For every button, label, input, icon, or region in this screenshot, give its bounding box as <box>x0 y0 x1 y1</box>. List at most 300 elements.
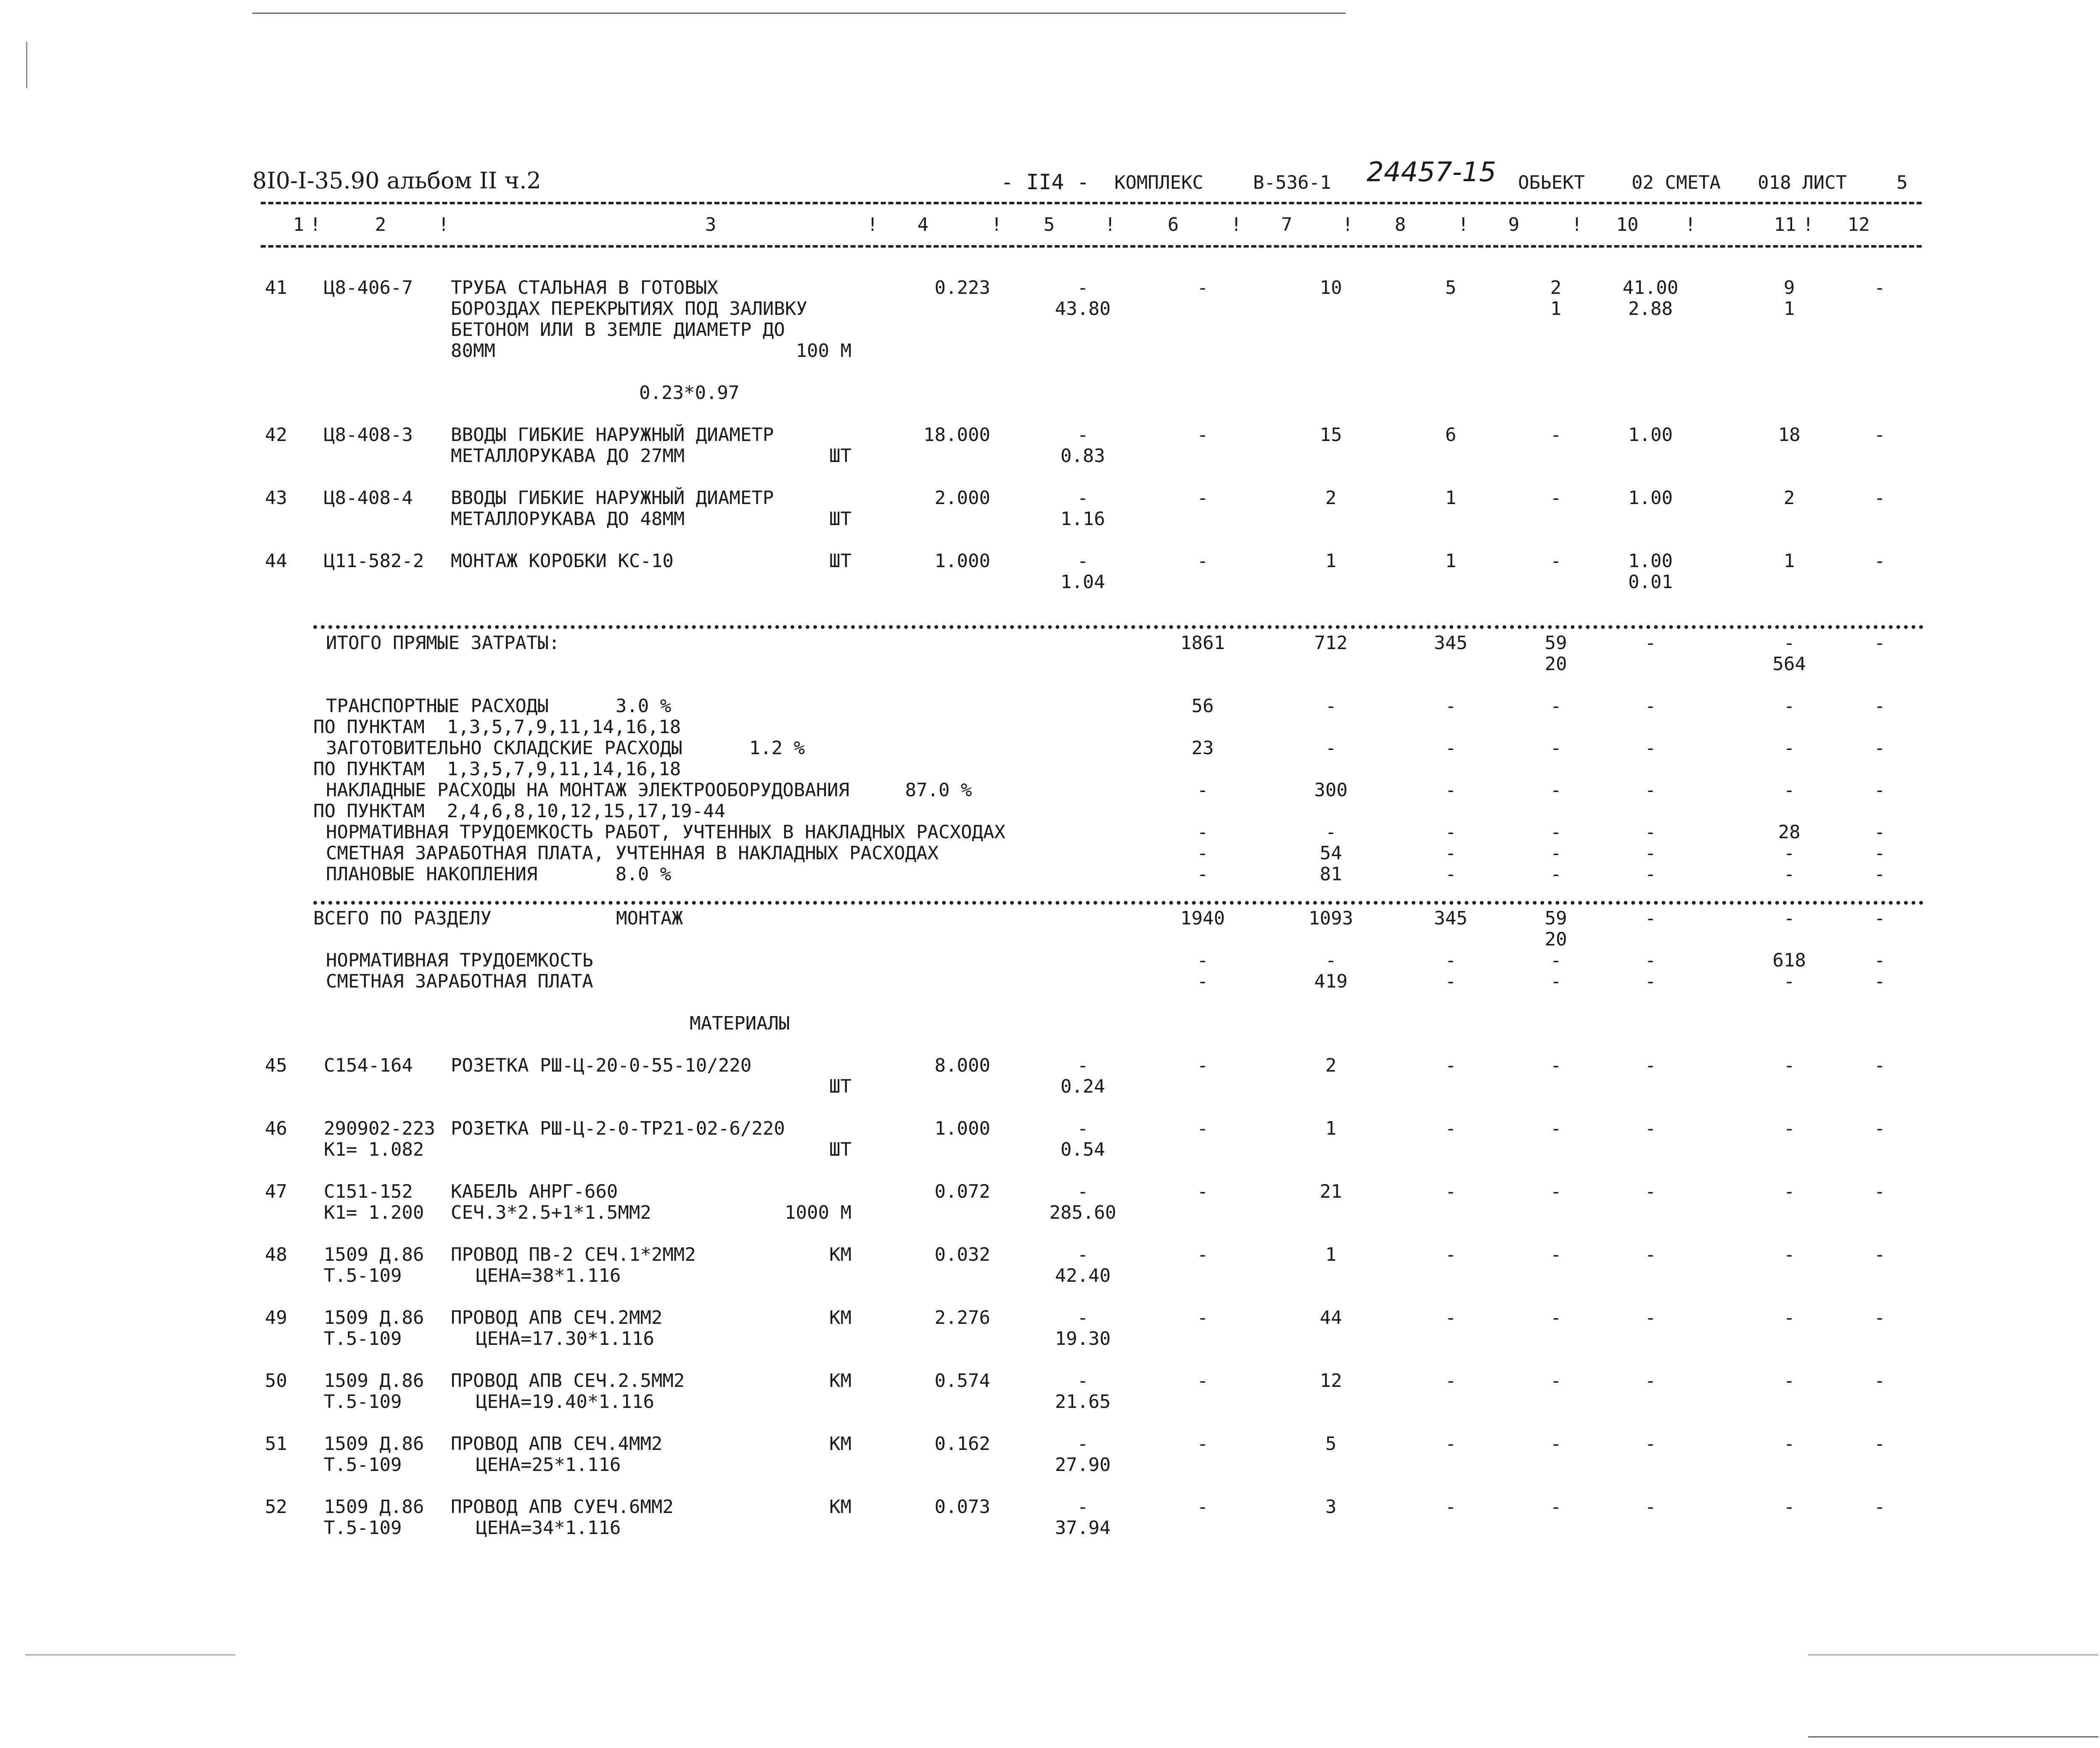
material-col7: 44 <box>1320 1307 1342 1328</box>
overhead-label: ПЛАНОВЫЕ НАКОПЛЕНИЯ 8.0 % <box>326 863 672 885</box>
material-code: 1509 Д.86 <box>324 1244 424 1265</box>
material-code: 290902-223 <box>324 1118 435 1139</box>
row-col11: 1 <box>1783 550 1795 572</box>
material-col5-top: - <box>1077 1055 1089 1076</box>
material-coefficient: Т.5-109 <box>324 1391 402 1413</box>
overhead-value: - <box>1550 821 1562 843</box>
overhead-value: - <box>1874 821 1886 843</box>
overhead-value: - <box>1645 821 1656 843</box>
material-col6: - <box>1197 1181 1209 1202</box>
overhead-value: - <box>1783 863 1795 885</box>
row-col8: 1 <box>1445 487 1457 509</box>
material-empty-value: - <box>1645 1244 1656 1265</box>
row-col6: - <box>1197 550 1209 572</box>
column-number-9: 9 <box>1508 214 1520 235</box>
direct-col8: 345 <box>1434 632 1468 654</box>
material-empty-value: - <box>1874 1433 1886 1455</box>
material-col7: 3 <box>1325 1496 1337 1518</box>
material-quantity: 8.000 <box>934 1055 990 1076</box>
direct-col9-second: 20 <box>1545 653 1567 675</box>
material-col7: 21 <box>1320 1181 1342 1202</box>
material-col6: - <box>1197 1370 1209 1392</box>
row-col7: 1 <box>1325 550 1337 572</box>
material-quantity: 2.276 <box>934 1307 990 1328</box>
material-coefficient: Т.5-109 <box>324 1265 402 1286</box>
row-unit-price: 1.04 <box>1061 571 1105 593</box>
overhead-label: НАКЛАДНЫЕ РАСХОДЫ НА МОНТАЖ ЭЛЕКТРООБОРУДОВАНИЯ 87.0 % <box>326 779 972 801</box>
column-number-2: 2 <box>375 214 386 235</box>
material-empty-value: - <box>1645 1055 1656 1076</box>
overhead-value: - <box>1783 695 1795 717</box>
overhead-value: 300 <box>1314 779 1348 801</box>
material-col7: 12 <box>1320 1370 1342 1392</box>
overhead-items-label: ПО ПУНКТАМ 1,3,5,7,9,11,14,16,18 <box>313 716 681 738</box>
overhead-value: - <box>1197 842 1209 864</box>
material-unit-price: 21.65 <box>1055 1391 1111 1413</box>
material-number: 47 <box>265 1181 287 1202</box>
material-coefficient: К1= 1.200 <box>324 1202 424 1223</box>
material-col5-top: - <box>1077 1496 1089 1518</box>
material-unit-price: 19.30 <box>1055 1328 1111 1349</box>
row-col11: 18 <box>1778 424 1801 446</box>
overhead-value: - <box>1874 695 1886 717</box>
material-unit: ШТ <box>829 1076 852 1097</box>
material-quantity: 1.000 <box>934 1118 990 1139</box>
material-quantity: 0.073 <box>934 1496 990 1518</box>
row-code: Ц11-582-2 <box>324 550 424 572</box>
material-col7: 1 <box>1325 1244 1337 1265</box>
material-code: С151-152 <box>324 1181 413 1202</box>
material-name: КАБЕЛЬ АНРГ-660 <box>451 1181 618 1202</box>
column-separator: ! <box>309 214 321 235</box>
overhead-value: 56 <box>1191 695 1214 717</box>
direct-col11-second: 564 <box>1772 653 1806 675</box>
material-empty-value: - <box>1445 1181 1457 1202</box>
material-empty-value: - <box>1645 1370 1656 1392</box>
material-empty-value: - <box>1874 1307 1886 1328</box>
material-unit-price: 42.40 <box>1055 1265 1111 1286</box>
norm-labor-value: - <box>1550 950 1562 971</box>
overhead-label: НОРМАТИВНАЯ ТРУДОЕМКОСТЬ РАБОТ, УЧТЕННЫХ В НАКЛАДНЫХ РАСХОДАХ <box>326 821 1005 843</box>
row-code: Ц8-406-7 <box>324 277 413 298</box>
norm-labor-value: - <box>1445 950 1457 971</box>
overhead-value: 54 <box>1320 842 1342 864</box>
row-col10: 41.00 <box>1622 277 1679 298</box>
material-empty-value: - <box>1445 1244 1457 1265</box>
overhead-value: - <box>1197 821 1209 843</box>
section-col10: - <box>1645 908 1656 929</box>
overhead-value: - <box>1445 695 1457 717</box>
row-description-line: МЕТАЛЛОРУКАВА ДО 48ММ <box>451 508 685 530</box>
material-empty-value: - <box>1874 1118 1886 1139</box>
material-unit-price: 285.60 <box>1049 1202 1116 1223</box>
row-col9: - <box>1550 550 1562 572</box>
header-rule-top <box>261 202 1922 204</box>
overhead-value: - <box>1445 863 1457 885</box>
row-number: 41 <box>265 277 287 298</box>
material-code: 1509 Д.86 <box>324 1307 424 1328</box>
section-name: МОНТАЖ <box>616 908 683 929</box>
row-description-line: 80ММ <box>451 340 495 362</box>
album-title: 8I0-I-35.90 альбом II ч.2 <box>252 167 541 194</box>
material-empty-value: - <box>1783 1496 1795 1518</box>
row-formula: 0.23*0.97 <box>639 382 740 404</box>
overhead-value: - <box>1645 779 1656 801</box>
section-col11: - <box>1783 908 1795 929</box>
row-col10-second: 0.01 <box>1628 571 1673 593</box>
material-spec: ЦЕНА=17.30*1.116 <box>476 1328 654 1349</box>
material-empty-value: - <box>1550 1433 1562 1455</box>
row-col11-second: 1 <box>1783 298 1795 319</box>
material-name: ПРОВОД АПВ СУЕЧ.6ММ2 <box>451 1496 674 1518</box>
row-col9: 2 <box>1550 277 1562 298</box>
overhead-value: - <box>1445 821 1457 843</box>
wage-value: - <box>1550 971 1562 992</box>
column-number-1: 1 <box>293 214 304 235</box>
material-number: 46 <box>265 1118 287 1139</box>
column-number-3: 3 <box>705 214 717 235</box>
section-col7: 1093 <box>1309 908 1353 929</box>
material-empty-value: - <box>1783 1181 1795 1202</box>
material-unit-price: 0.24 <box>1061 1076 1105 1097</box>
column-number-12: 12 <box>1847 214 1870 235</box>
material-coefficient: Т.5-109 <box>324 1454 402 1476</box>
material-empty-value: - <box>1445 1496 1457 1518</box>
overhead-value: - <box>1550 695 1562 717</box>
column-separator: ! <box>1571 214 1583 235</box>
material-number: 45 <box>265 1055 287 1076</box>
materials-title: МАТЕРИАЛЫ <box>690 1013 790 1034</box>
material-empty-value: - <box>1550 1181 1562 1202</box>
complex-code: В-536-1 <box>1253 172 1331 193</box>
material-unit: КМ <box>829 1244 852 1265</box>
material-empty-value: - <box>1550 1496 1562 1518</box>
material-unit-price: 37.94 <box>1055 1517 1111 1539</box>
material-empty-value: - <box>1645 1181 1656 1202</box>
column-number-5: 5 <box>1043 214 1055 235</box>
material-empty-value: - <box>1445 1433 1457 1455</box>
complex-label: КОМПЛЕКС <box>1114 172 1203 193</box>
row-code: Ц8-408-3 <box>324 424 413 446</box>
material-number: 50 <box>265 1370 287 1392</box>
material-empty-value: - <box>1645 1433 1656 1455</box>
material-col5-top: - <box>1077 1433 1089 1455</box>
wage-value: - <box>1645 971 1656 992</box>
overhead-value: - <box>1645 695 1656 717</box>
section-col9-second: 20 <box>1545 929 1567 950</box>
material-number: 51 <box>265 1433 287 1455</box>
material-col5-top: - <box>1077 1244 1089 1265</box>
row-col8: 1 <box>1445 550 1457 572</box>
row-number: 42 <box>265 424 287 446</box>
row-description-line: МОНТАЖ КОРОБКИ КС-10 <box>451 550 674 572</box>
row-col12: - <box>1874 550 1886 572</box>
material-empty-value: - <box>1645 1496 1656 1518</box>
material-unit: КМ <box>829 1307 852 1328</box>
row-unit-price: 43.80 <box>1055 298 1111 319</box>
row-description-line: БОРОЗДАХ ПЕРЕКРЫТИЯХ ПОД ЗАЛИВКУ <box>451 298 807 319</box>
material-empty-value: - <box>1783 1433 1795 1455</box>
material-col5-top: - <box>1077 1118 1089 1139</box>
section-col6: 1940 <box>1180 908 1225 929</box>
material-empty-value: - <box>1783 1118 1795 1139</box>
column-number-6: 6 <box>1167 214 1179 235</box>
row-unit-price: 1.16 <box>1061 508 1105 530</box>
overhead-value: - <box>1874 779 1886 801</box>
row-col7: 10 <box>1320 277 1342 298</box>
column-separator: ! <box>1342 214 1354 235</box>
material-unit: КМ <box>829 1496 852 1518</box>
material-unit: КМ <box>829 1433 852 1455</box>
overhead-value: - <box>1874 842 1886 864</box>
wage-value: - <box>1197 971 1209 992</box>
material-coefficient: К1= 1.082 <box>324 1139 424 1160</box>
norm-labor-value: - <box>1645 950 1656 971</box>
wage-value: - <box>1445 971 1457 992</box>
overhead-value: - <box>1325 737 1337 759</box>
row-quantity: 1.000 <box>934 550 990 572</box>
row-col9: - <box>1550 487 1562 509</box>
material-name: РОЗЕТКА РШ-Ц-20-0-55-10/220 <box>451 1055 752 1076</box>
overhead-value: - <box>1874 737 1886 759</box>
material-empty-value: - <box>1783 1370 1795 1392</box>
column-separator: ! <box>1104 214 1116 235</box>
row-unit: ШТ <box>829 508 852 530</box>
direct-col6: 1861 <box>1180 632 1225 654</box>
column-number-8: 8 <box>1394 214 1406 235</box>
overhead-value: - <box>1445 779 1457 801</box>
material-quantity: 0.032 <box>934 1244 990 1265</box>
material-number: 52 <box>265 1496 287 1518</box>
column-number-10: 10 <box>1616 214 1639 235</box>
row-col5-top: - <box>1077 550 1089 572</box>
column-separator: ! <box>991 214 1002 235</box>
row-description-line: ВВОДЫ ГИБКИЕ НАРУЖНЫЙ ДИАМЕТР <box>451 487 774 509</box>
material-col5-top: - <box>1077 1370 1089 1392</box>
overhead-value: - <box>1445 842 1457 864</box>
sheet-number: 5 <box>1896 172 1908 193</box>
material-spec: ЦЕНА=34*1.116 <box>476 1517 621 1539</box>
material-empty-value: - <box>1645 1307 1656 1328</box>
column-separator: ! <box>867 214 878 235</box>
material-empty-value: - <box>1645 1118 1656 1139</box>
smeta-number: 018 ЛИСТ <box>1758 172 1847 193</box>
overhead-value: - <box>1783 842 1795 864</box>
overhead-value: - <box>1645 737 1656 759</box>
overhead-value: 23 <box>1191 737 1214 759</box>
column-separator: ! <box>438 214 450 235</box>
norm-labor-label: НОРМАТИВНАЯ ТРУДОЕМКОСТЬ <box>326 950 593 971</box>
row-col5-top: - <box>1077 277 1089 298</box>
wage-label: СМЕТНАЯ ЗАРАБОТНАЯ ПЛАТА <box>326 971 593 992</box>
row-quantity: 0.223 <box>934 277 990 298</box>
material-coefficient: Т.5-109 <box>324 1517 402 1539</box>
overhead-label: ТРАНСПОРТНЫЕ РАСХОДЫ 3.0 % <box>326 695 672 717</box>
material-name: ПРОВОД АПВ СЕЧ.4ММ2 <box>451 1433 663 1455</box>
column-number-7: 7 <box>1281 214 1293 235</box>
material-code: 1509 Д.86 <box>324 1433 424 1455</box>
material-empty-value: - <box>1874 1244 1886 1265</box>
row-col10: 1.00 <box>1628 550 1673 572</box>
direct-col10: - <box>1645 632 1656 654</box>
direct-col12: - <box>1874 632 1886 654</box>
row-col12: - <box>1874 487 1886 509</box>
norm-labor-value: - <box>1325 950 1337 971</box>
row-description-line: БЕТОНОМ ИЛИ В ЗЕМЛЕ ДИАМЕТР ДО <box>451 319 785 341</box>
direct-costs-label: ИТОГО ПРЯМЫЕ ЗАТРАТЫ: <box>326 632 560 654</box>
material-col7: 5 <box>1325 1433 1337 1455</box>
material-col7: 2 <box>1325 1055 1337 1076</box>
material-col6: - <box>1197 1055 1209 1076</box>
column-number-4: 4 <box>917 214 929 235</box>
row-col7: 2 <box>1325 487 1337 509</box>
row-col9: - <box>1550 424 1562 446</box>
row-quantity: 2.000 <box>934 487 990 509</box>
row-col12: - <box>1874 277 1886 298</box>
material-empty-value: - <box>1550 1307 1562 1328</box>
section-col9: 59 <box>1545 908 1567 929</box>
material-empty-value: - <box>1445 1055 1457 1076</box>
left-scan-mark <box>26 42 27 88</box>
material-unit: 1000 М <box>785 1202 852 1223</box>
row-col12: - <box>1874 424 1886 446</box>
overhead-items-label: ПО ПУНКТАМ 2,4,6,8,10,12,15,17,19-44 <box>313 800 726 822</box>
row-col5-top: - <box>1077 424 1089 446</box>
material-empty-value: - <box>1445 1118 1457 1139</box>
material-empty-value: - <box>1550 1370 1562 1392</box>
row-col7: 15 <box>1320 424 1342 446</box>
row-col11: 9 <box>1783 277 1795 298</box>
material-col6: - <box>1197 1496 1209 1518</box>
overhead-value: - <box>1325 695 1337 717</box>
norm-labor-value: - <box>1874 950 1886 971</box>
material-unit-price: 27.90 <box>1055 1454 1111 1476</box>
row-col6: - <box>1197 424 1209 446</box>
dotted-separator-1 <box>313 625 1924 629</box>
material-empty-value: - <box>1874 1370 1886 1392</box>
material-name: РОЗЕТКА РШ-Ц-2-0-ТР21-02-6/220 <box>451 1118 785 1139</box>
material-number: 48 <box>265 1244 287 1265</box>
material-unit: КМ <box>829 1370 852 1392</box>
material-empty-value: - <box>1550 1244 1562 1265</box>
row-col10: 1.00 <box>1628 424 1673 446</box>
row-unit: ШТ <box>829 445 852 467</box>
norm-labor-value: 618 <box>1772 950 1806 971</box>
row-col10: 1.00 <box>1628 487 1673 509</box>
object-code: 02 СМЕТА <box>1632 172 1721 193</box>
material-spec: ЦЕНА=25*1.116 <box>476 1454 621 1476</box>
material-empty-value: - <box>1445 1370 1457 1392</box>
material-quantity: 0.574 <box>934 1370 990 1392</box>
overhead-value: - <box>1550 779 1562 801</box>
overhead-value: 81 <box>1320 863 1342 885</box>
column-separator: ! <box>1685 214 1696 235</box>
material-col6: - <box>1197 1307 1209 1328</box>
overhead-value: - <box>1874 863 1886 885</box>
material-col6: - <box>1197 1118 1209 1139</box>
overhead-label: СМЕТНАЯ ЗАРАБОТНАЯ ПЛАТА, УЧТЕННАЯ В НАКЛАДНЫХ РАСХОДАХ <box>326 842 939 864</box>
overhead-value: - <box>1550 863 1562 885</box>
material-spec: СЕЧ.3*2.5+1*1.5ММ2 <box>451 1202 651 1223</box>
material-col6: - <box>1197 1244 1209 1265</box>
bottom-right-scan-line <box>1808 1654 2098 1656</box>
material-code: 1509 Д.86 <box>324 1370 424 1392</box>
material-code: С154-164 <box>324 1055 413 1076</box>
row-col8: 5 <box>1445 277 1457 298</box>
overhead-value: - <box>1550 842 1562 864</box>
overhead-items-label: ПО ПУНКТАМ 1,3,5,7,9,11,14,16,18 <box>313 758 681 780</box>
row-unit: ШТ <box>829 550 852 572</box>
material-spec: ЦЕНА=38*1.116 <box>476 1265 621 1286</box>
page-number: - II4 - <box>1001 170 1090 194</box>
section-col8: 345 <box>1434 908 1468 929</box>
material-number: 49 <box>265 1307 287 1328</box>
row-col11: 2 <box>1783 487 1795 509</box>
row-col5-top: - <box>1077 487 1089 509</box>
direct-col7: 712 <box>1314 632 1348 654</box>
overhead-value: - <box>1445 737 1457 759</box>
section-total-label: ВСЕГО ПО РАЗДЕЛУ <box>313 908 492 929</box>
material-unit: ШТ <box>829 1139 852 1160</box>
object-label: ОБЬЕКТ <box>1518 172 1585 193</box>
material-empty-value: - <box>1874 1181 1886 1202</box>
material-empty-value: - <box>1445 1307 1457 1328</box>
material-unit-price: 0.54 <box>1061 1139 1105 1160</box>
material-name: ПРОВОД АПВ СЕЧ.2ММ2 <box>451 1307 663 1328</box>
handwritten-number: 24457-15 <box>1367 157 1497 188</box>
row-description-line: ВВОДЫ ГИБКИЕ НАРУЖНЫЙ ДИАМЕТР <box>451 424 774 446</box>
column-separator: ! <box>1230 214 1242 235</box>
material-empty-value: - <box>1783 1244 1795 1265</box>
overhead-value: - <box>1325 821 1337 843</box>
overhead-value: - <box>1197 779 1209 801</box>
wage-value: - <box>1874 971 1886 992</box>
material-col5-top: - <box>1077 1307 1089 1328</box>
overhead-value: - <box>1645 842 1656 864</box>
material-name: ПРОВОД ПВ-2 СЕЧ.1*2ММ2 <box>451 1244 696 1265</box>
material-spec: ЦЕНА=19.40*1.116 <box>476 1391 654 1413</box>
column-separator: ! <box>1802 214 1814 235</box>
top-scan-line <box>252 13 1346 14</box>
row-col10-second: 2.88 <box>1628 298 1673 319</box>
column-separator: ! <box>1457 214 1469 235</box>
row-col6: - <box>1197 277 1209 298</box>
row-unit: 100 М <box>796 340 852 362</box>
material-col7: 1 <box>1325 1118 1337 1139</box>
material-empty-value: - <box>1874 1496 1886 1518</box>
bottom-edge-scan-line <box>1808 1736 2098 1737</box>
direct-col11: - <box>1783 632 1795 654</box>
material-code: 1509 Д.86 <box>324 1496 424 1518</box>
bottom-left-scan-line <box>25 1654 235 1656</box>
material-empty-value: - <box>1874 1055 1886 1076</box>
row-col8: 6 <box>1445 424 1457 446</box>
section-col12: - <box>1874 908 1886 929</box>
direct-col9: 59 <box>1545 632 1567 654</box>
material-empty-value: - <box>1550 1055 1562 1076</box>
material-empty-value: - <box>1783 1055 1795 1076</box>
material-quantity: 0.072 <box>934 1181 990 1202</box>
header-rule-bottom <box>261 245 1922 248</box>
overhead-value: - <box>1645 863 1656 885</box>
overhead-label: ЗАГОТОВИТЕЛЬНО СКЛАДСКИЕ РАСХОДЫ 1.2 % <box>326 737 805 759</box>
wage-value: - <box>1783 971 1795 992</box>
overhead-value: - <box>1197 863 1209 885</box>
wage-value: 419 <box>1314 971 1348 992</box>
material-col6: - <box>1197 1433 1209 1455</box>
row-col6: - <box>1197 487 1209 509</box>
material-col5-top: - <box>1077 1181 1089 1202</box>
